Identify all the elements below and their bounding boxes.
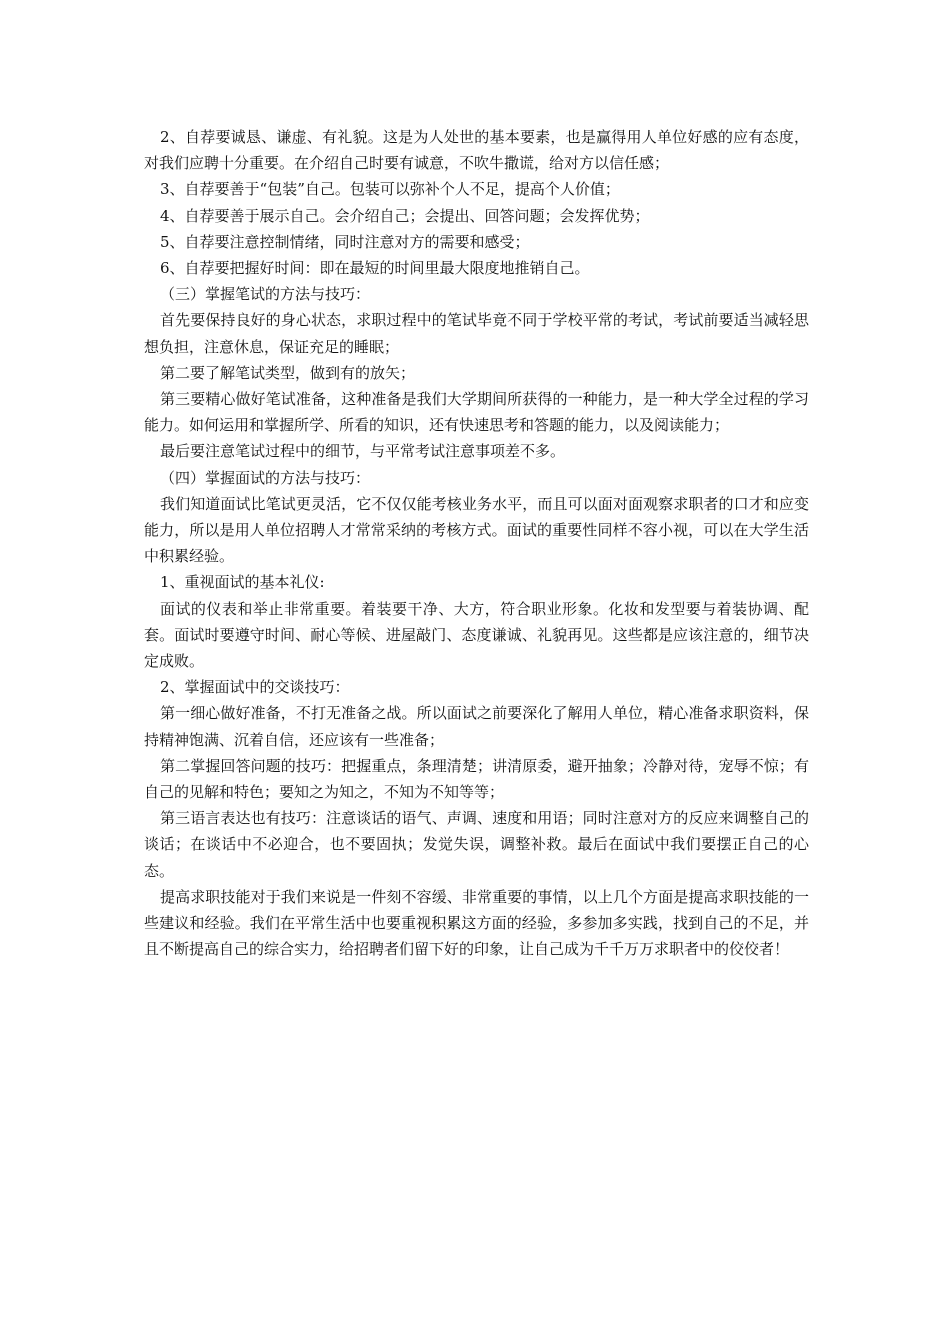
paragraph-written-first: 首先要保持良好的身心状态，求职过程中的笔试毕竟不同于学校平常的考试，考试前要适当减轻思想负担，注意休息，保证充足的睡眠； xyxy=(144,311,809,356)
paragraph-conclusion: 提高求职技能对于我们来说是一件刻不容缓、非常重要的事情，以上几个方面是提高求职技能的一些建议和经验。我们在平常生活中也要重视积累这方面的经验，多参加多实践，找到自己的不足，并且不断提高自己的综合实力，给招聘者们留下好的印象，让自己成为千千万万求职者中的佼佼者！ xyxy=(144,887,809,959)
paragraph-etiquette: 面试的仪表和举止非常重要。着装要干净、大方，符合职业形象。化妆和发型要与着装协调、配套。面试时要遵守时间、耐心等候、进屋敲门、态度谦诚、礼貌再见。这些都是应该注意的，细节决定成败。 xyxy=(144,599,809,671)
paragraph-conversation-second: 第二掌握回答问题的技巧：把握重点，条理清楚；讲清原委，避开抽象；冷静对待，宠辱不惊；有自己的见解和特色；要知之为知之，不知为不知等等； xyxy=(144,756,809,802)
paragraph-written-second: 第二要了解笔试类型，做到有的放矢； xyxy=(160,363,416,382)
paragraph-self-recommend-6: 6、自荐要把握好时间：即在最短的时间里最大限度地推销自己。 xyxy=(160,259,590,278)
paragraph-conversation-first: 第一细心做好准备，不打无准备之战。所以面试之前要深化了解用人单位，精心准备求职资料，保持精神饱满、沉着自信，还应该有一些准备； xyxy=(144,704,809,749)
paragraph-written-last: 最后要注意笔试过程中的细节，与平常考试注意事项差不多。 xyxy=(160,442,566,461)
subheading-etiquette: 1、重视面试的基本礼仪: xyxy=(160,573,325,592)
subheading-conversation: 2、掌握面试中的交谈技巧： xyxy=(160,678,350,697)
paragraph-conversation-third: 第三语言表达也有技巧：注意谈话的语气、声调、速度和用语；同时注意对方的反应来调整自己的谈话；在谈话中不必迎合，也不要固执；发觉失误，调整补救。最后在面试中我们要摆正自己的心态。 xyxy=(144,809,809,880)
section-heading-interview: （四）掌握面试的方法与技巧： xyxy=(160,468,371,487)
document-body xyxy=(144,124,809,963)
paragraph-self-recommend-2: 2、自荐要诚恳、谦虚、有礼貌。这是为人处世的基本要素，也是赢得用人单位好感的应有态度，对我们应聘十分重要。在介绍自己时要有诚意，不吹牛撒谎，给对方以信任感； xyxy=(144,128,809,173)
paragraph-written-third: 第三要精心做好笔试准备，这种准备是我们大学期间所获得的一种能力，是一种大学全过程的学习能力。如何运用和掌握所学、所看的知识，还有快速思考和答题的能力，以及阅读能力； xyxy=(144,390,809,435)
paragraph-self-recommend-3: 3、自荐要善于“包装”自己。包装可以弥补个人不足，提高个人价值； xyxy=(160,180,620,199)
section-heading-written-test: （三）掌握笔试的方法与技巧： xyxy=(160,285,371,304)
paragraph-interview-intro: 我们知道面试比笔试更灵活，它不仅仅能考核业务水平，而且可以面对面观察求职者的口才和应变能力，所以是用人单位招聘人才常常采纳的考核方式。面试的重要性同样不容小视，可以在大学生活中积累经验。 xyxy=(144,494,809,566)
paragraph-self-recommend-5: 5、自荐要注意控制情绪，同时注意对方的需要和感受； xyxy=(160,232,530,251)
paragraph-self-recommend-4: 4、自荐要善于展示自己。会介绍自己；会提出、回答问题；会发挥优势； xyxy=(160,206,650,225)
